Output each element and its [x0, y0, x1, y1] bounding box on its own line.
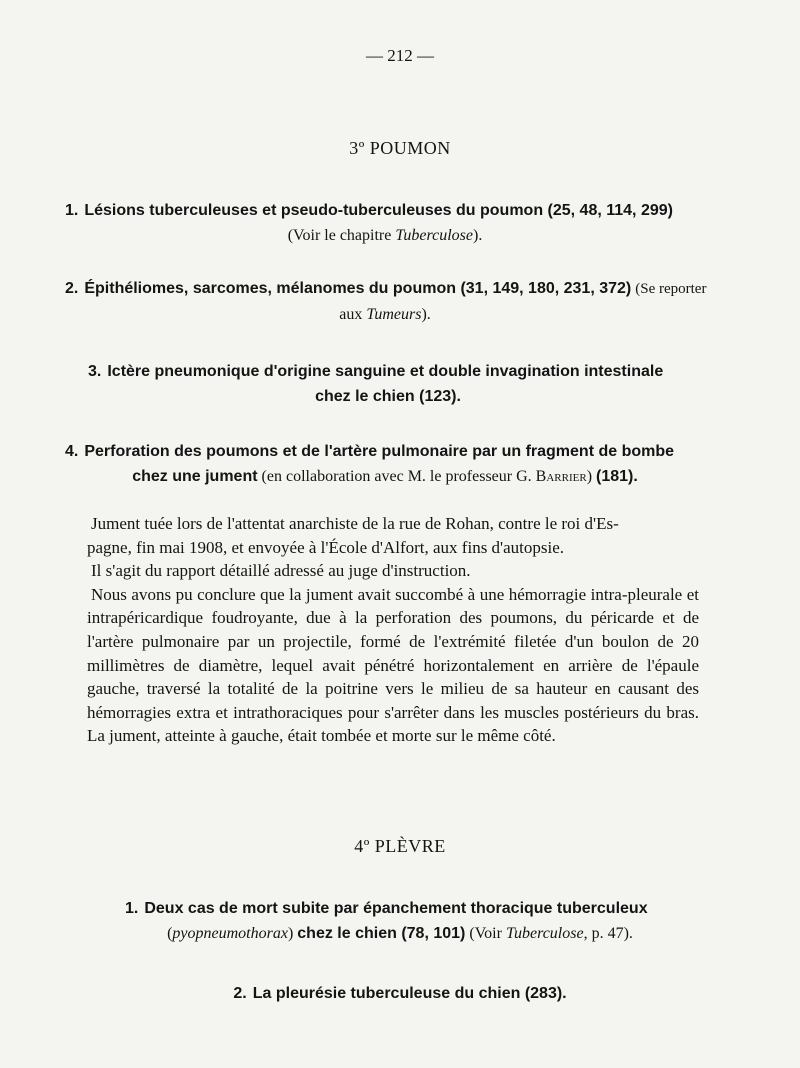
paragraph-line: Il s'agit du rapport détaillé adressé au juge d'instruction.	[91, 561, 471, 581]
entry-note-suffix: ).	[472, 227, 483, 244]
entry-collab-close: )	[586, 468, 593, 485]
entry-title: La pleurésie tuberculeuse du chien (283).	[252, 985, 567, 1002]
entry-number: 1.	[125, 900, 139, 917]
entry-title: Ictère pneumonique d'origine sanguine et double invagination intestinale	[107, 363, 664, 380]
entry-number: 2.	[65, 280, 79, 297]
entry-paren-open: (	[167, 925, 173, 942]
section-heading-plevre: 4º PLÈVRE	[354, 836, 446, 856]
entry-number: 4.	[65, 443, 79, 460]
entry-paren-close: )	[287, 925, 294, 942]
entry-title: Lésions tuberculeuses et pseudo-tuberculeuses du poumon (25, 48, 114, 299)	[84, 202, 673, 219]
author-name: Barrier	[535, 468, 587, 485]
entry-note-prefix: (Voir	[469, 925, 506, 942]
entry-title: Épithéliomes, sarcomes, mélanomes du poumon (31, 149, 180, 231, 372)	[84, 280, 632, 297]
entry-plevre-1	[110, 896, 690, 946]
entry-note-italic: Tumeurs	[366, 306, 422, 323]
entry-title: Deux cas de mort subite par épanchement thoracique tuberculeux	[144, 900, 648, 917]
entry-poumon-4	[65, 439, 705, 489]
entry-note-start: (Se reporter	[635, 281, 707, 297]
entry-note-prefix: aux	[339, 306, 367, 323]
paragraph-line: Jument tuée lors de l'attentat anarchiste de la rue de Rohan, contre le roi d'Es-	[91, 514, 619, 533]
entry-note-italic: Tuberculose	[395, 227, 473, 244]
entry-collab-note: (en collaboration avec M. le professeur G.	[261, 468, 532, 485]
entry-title-continued: chez le chien (123).	[315, 388, 461, 405]
entry-poumon-3	[88, 359, 688, 409]
entry-title: Perforation des poumons et de l'artère pulmonaire par un fragment de bombe	[84, 443, 675, 460]
entry-poumon-2	[65, 276, 705, 327]
entry-bold-tail: chez le chien (78, 101)	[297, 925, 466, 942]
entry-title-continued: chez une jument	[132, 468, 258, 485]
paragraph-text: Nous avons pu conclure que la jument avait succombé à une hémorragie intra-pleurale et intrapéricardique foudroyante, due à la perforation des poumons, du péricarde et de l'artère pulmonaire par un projectile, formé de l'extrémité filetée d'un boulon de 20 millimètres de diamètre, lequel avait pénétré horizontalement en arrière de l'épaule gauche, traversé la totalité de la poitrine vers le milieu de sa hauteur en causant des hémorragies extra et intrathoraciques pour s'arrêter dans les muscles postérieurs du bras. La jument, atteinte à gauche, était tombée et morte sur le même côté.	[87, 584, 699, 746]
entry-note-suffix: ).	[421, 306, 431, 323]
entry-poumon-1	[65, 198, 705, 248]
entry-plevre-2	[0, 981, 800, 1006]
entry-refs: (181).	[596, 468, 638, 485]
entry-note-prefix: (Voir le chapitre	[287, 227, 396, 244]
entry-note-italic: Tuberculose	[505, 925, 584, 942]
page-number: — 212 —	[366, 46, 434, 65]
entry-number: 1.	[65, 202, 79, 219]
paragraph-line: pagne, fin mai 1908, et envoyée à l'École d'Alfort, aux fins d'autopsie.	[87, 537, 565, 557]
entry-number: 3.	[88, 363, 102, 380]
body-paragraph	[87, 512, 699, 748]
section-heading-poumon: 3º POUMON	[349, 138, 451, 158]
entry-note-suffix: , p. 47).	[583, 925, 633, 942]
entry-number: 2.	[233, 985, 247, 1002]
entry-italic-term: pyopneumothorax	[172, 925, 288, 942]
